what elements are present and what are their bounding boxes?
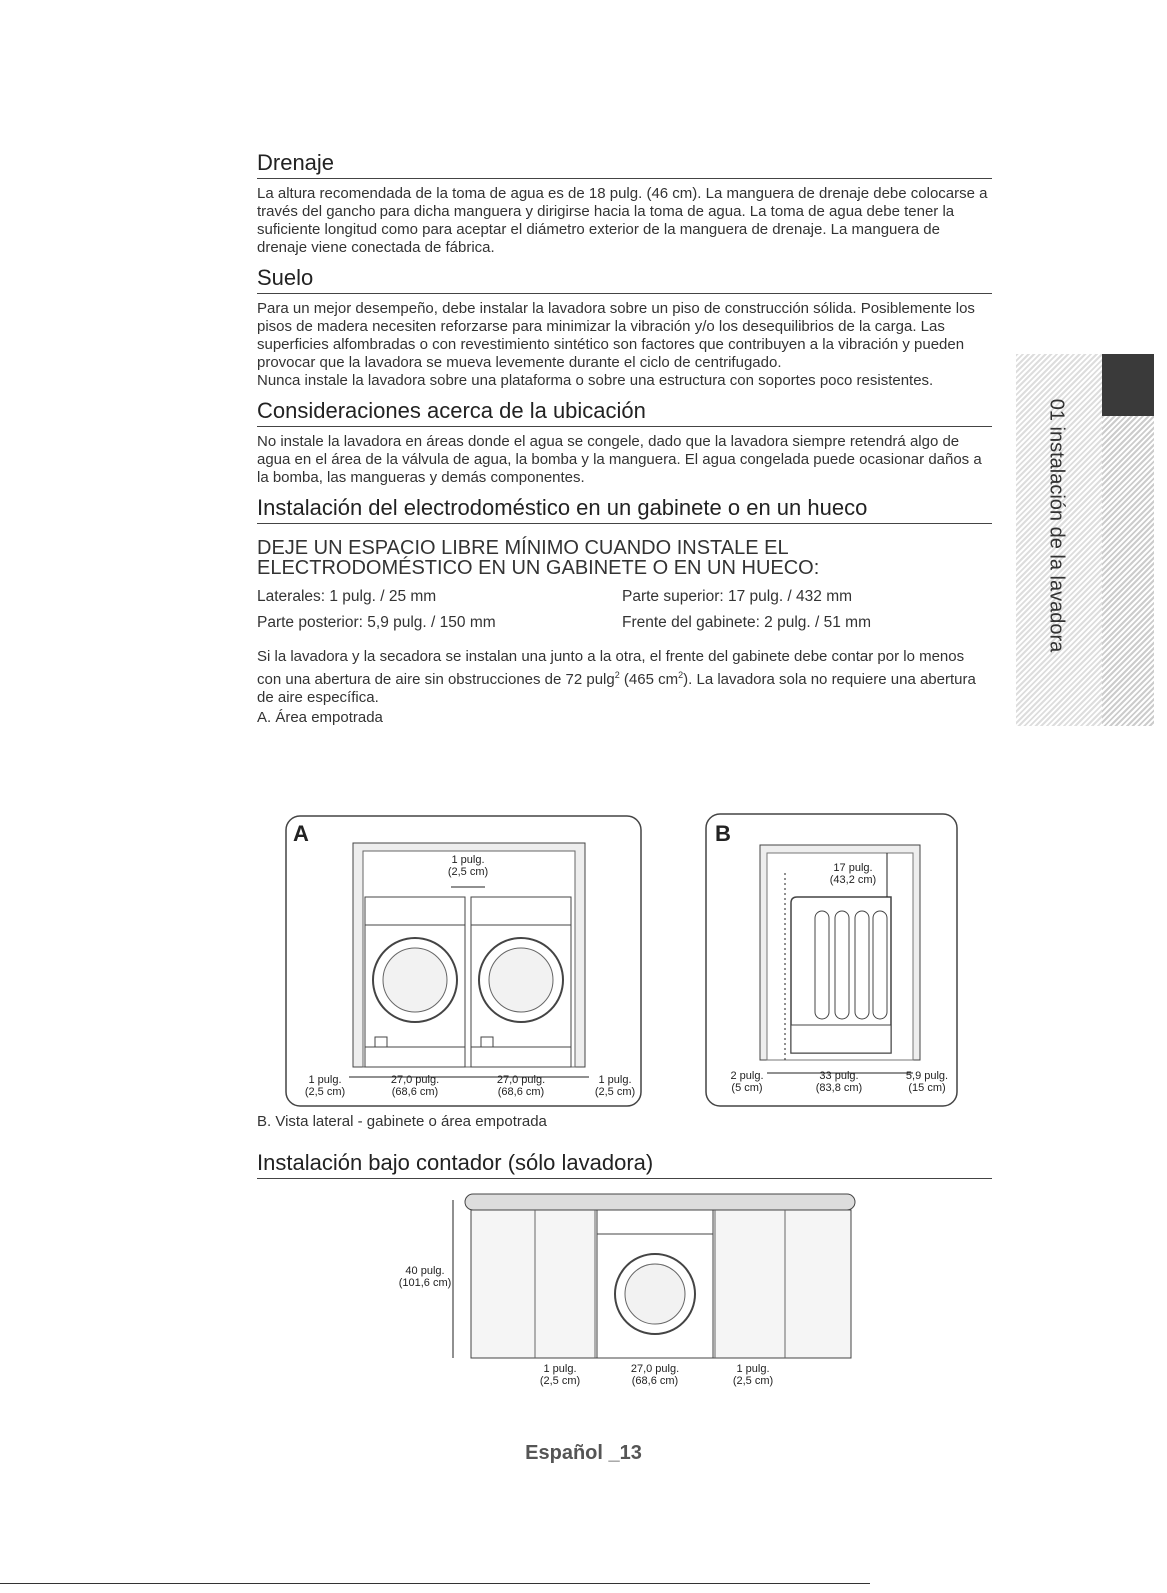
section-gabinete (257, 495, 992, 727)
clearance-frente: Frente del gabinete: 2 pulg. / 51 mm (622, 614, 872, 631)
paragraph-suelo-2: Nunca instale la lavadora sobre una plataforma o sobre una estructura con soportes poco resistentes. (257, 372, 934, 389)
counter-height-cm: (101,6 cm) (398, 1277, 452, 1289)
heading-suelo: Suelo (257, 265, 992, 294)
figb-depth-cm: (83,8 cm) (815, 1082, 863, 1094)
figb-top: 17 pulg. (833, 862, 873, 874)
clearance-superior: Parte superior: 17 pulg. / 432 mm (622, 588, 853, 605)
heading-drenaje: Drenaje (257, 150, 992, 179)
figa-top-gap: 1 pulg. (451, 854, 485, 866)
caption-a: A. Área empotrada (257, 709, 383, 726)
figb-front-cm: (5 cm) (731, 1082, 763, 1094)
figure-a-recessed (285, 815, 645, 1110)
section-suelo (257, 265, 992, 390)
chapter-label: 01 instalación de la lavadora (1045, 398, 1068, 653)
figure-b-side-view (705, 813, 960, 1113)
figure-b-label: B (715, 821, 731, 846)
page-footer: Español _13 (525, 1442, 642, 1464)
figb-back-cm: (15 cm) (908, 1082, 946, 1094)
clearance-grid (257, 588, 992, 632)
chapter-side-tab (1016, 354, 1154, 726)
figure-under-counter (385, 1190, 860, 1400)
figa-right-cm: (2,5 cm) (594, 1086, 636, 1098)
washer-left (365, 897, 465, 1067)
counter-right-cm: (2,5 cm) (732, 1375, 774, 1387)
washer-under-counter (597, 1210, 713, 1358)
counter-width: 27,0 pulg. (630, 1363, 680, 1375)
figa-w2-cm: (68,6 cm) (497, 1086, 545, 1098)
clearance-heading: DEJE UN ESPACIO LIBRE MÍNIMO CUANDO INSTALE EL ELECTRODOMÉSTICO EN UN GABINETE O EN UN HUECO: (257, 537, 820, 579)
figure-a-label: A (293, 821, 309, 846)
figb-top-cm: (43,2 cm) (829, 874, 877, 886)
paragraph-air-opening: Si la lavadora y la secadora se instalan una junto a la otra, el frente del gabinete debe contar por lo menos con una abertura de aire sin obstrucciones de 72 pulg$^2$ (465 $cm^2$). La lavadora sola no requiere una abertura de aire específica. (257, 648, 976, 706)
figa-w1-cm: (68,6 cm) (391, 1086, 439, 1098)
paragraph-drenaje: La altura recomendada de la toma de agua es de 18 pulg. (46 cm). La manguera de drenaje debe colocarse a través del gancho para dicha manguera y dirigirse hacia la toma de agua. La toma de agua debe tener la suficiente longitud como para aceptar el diámetro exterior de la manguera de drenaje. La manguera de drenaje viene conectada de fábrica. (257, 185, 988, 256)
paragraph-ubicacion: No instale la lavadora en áreas donde el agua se congele, dado que la lavadora siempre retendrá algo de agua en el área de la válvula de agua, la bomba y la manguera. El agua congelada puede ocasionar daños a la bomba, las mangueras y demás componentes. (257, 433, 982, 486)
figb-back: 5,9 pulg. (905, 1070, 949, 1082)
clearance-laterales: Laterales: 1 pulg. / 25 mm (257, 588, 437, 605)
paragraph-suelo-1: Para un mejor desempeño, debe instalar la lavadora sobre un piso de construcción sólida. Posiblemente los pisos de madera necesiten reforzarse para minimizar la vibración y/o los desequilibrios de la carga. Las superficies alfombradas o con revestimiento sintético son factores que contribuyen a la vibración y pueden provocar que la lavadora se mueva levemente durante el ciclo de centrifugado. (257, 300, 975, 371)
heading-gabinete: Instalación del electrodoméstico en un gabinete o en un hueco (257, 495, 992, 524)
clearance-posterior: Parte posterior: 5,9 pulg. / 150 mm (257, 614, 496, 631)
counter-right: 1 pulg. (736, 1363, 770, 1375)
counter-left: 1 pulg. (543, 1363, 577, 1375)
washer-right (471, 897, 571, 1067)
counter-width-cm: (68,6 cm) (631, 1375, 679, 1387)
figa-left: 1 pulg. (308, 1074, 342, 1086)
figa-left-cm: (2,5 cm) (304, 1086, 346, 1098)
washer-side (791, 897, 891, 1053)
counter-left-cm: (2,5 cm) (539, 1375, 581, 1387)
figb-depth: 33 pulg. (819, 1070, 859, 1082)
figb-front: 2 pulg. (730, 1070, 764, 1082)
heading-ubicacion: Consideraciones acerca de la ubicación (257, 398, 992, 427)
bottom-rule (0, 1583, 870, 1584)
heading-contador: Instalación bajo contador (sólo lavadora) (257, 1150, 992, 1179)
section-ubicacion (257, 398, 992, 487)
caption-b: B. Vista lateral - gabinete o área empotrada (257, 1113, 547, 1130)
page-content (257, 150, 992, 727)
section-drenaje (257, 150, 992, 257)
figa-w1: 27,0 pulg. (390, 1074, 440, 1086)
counter-height: 40 pulg. (405, 1265, 445, 1277)
figa-top-gap-cm: (2,5 cm) (447, 866, 489, 878)
figa-w2: 27,0 pulg. (496, 1074, 546, 1086)
figa-right: 1 pulg. (598, 1074, 632, 1086)
